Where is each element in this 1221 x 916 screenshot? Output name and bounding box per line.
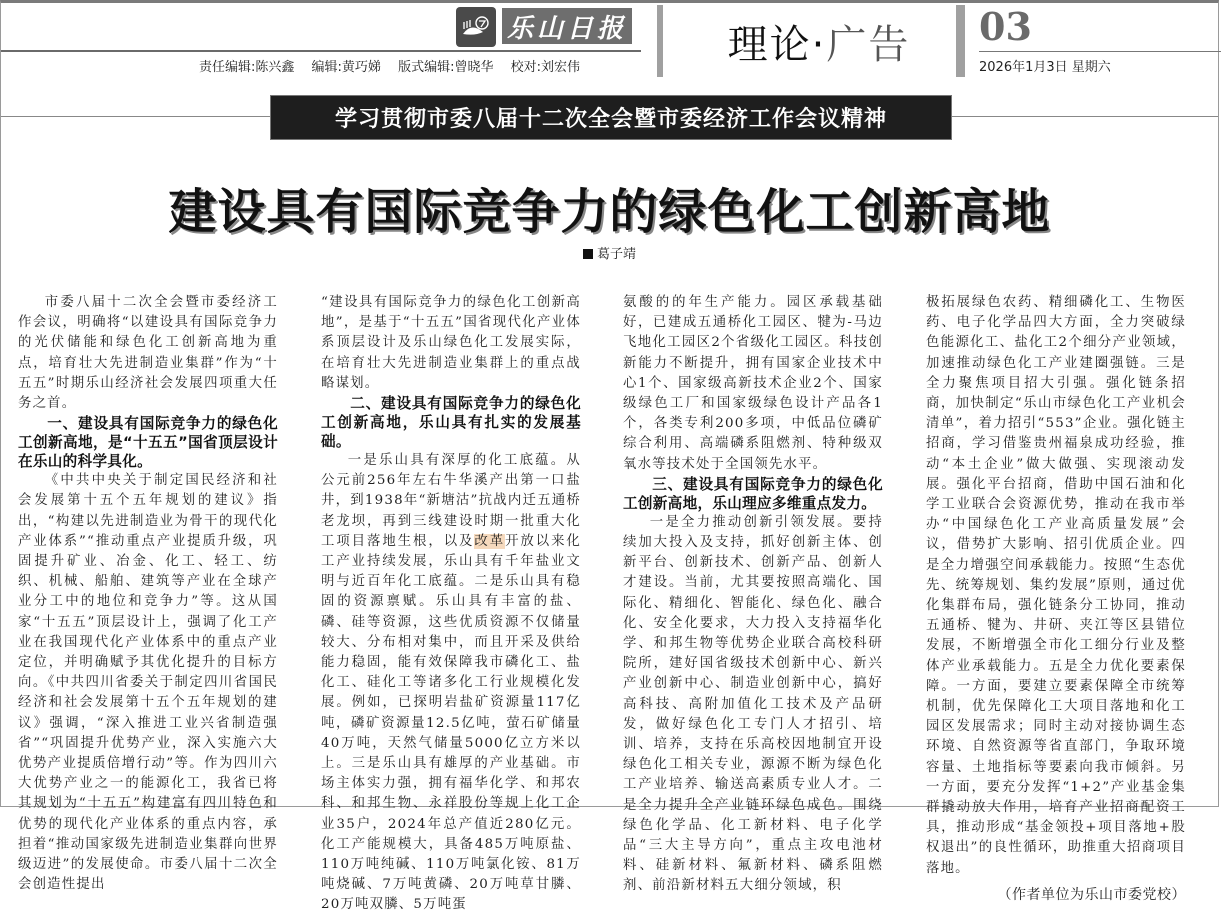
date-divider — [979, 51, 1221, 52]
article-column-4 — [926, 293, 1186, 905]
topic-banner: 学习贯彻市委八届十二次全会暨市委经济工作会议精神 — [270, 95, 952, 140]
paper-name: 乐山日报 — [502, 8, 632, 44]
paragraph: 氨酸的的年生产能力。园区承载基础好，已建成五通桥化工园区、犍为-马边飞地化工园区2个省级化工园区。科技创新能力不断提升，拥有国家企业技术中心1个、国家级高新技术企业2个、国家级绿色工厂和国家级绿色设计产品各1个，各类专利200多项，中低品位磷矿综合利用、高端磷系阻燃剂、特种级双氧水等技术处于全国领先水平。 — [623, 295, 883, 472]
paragraph — [321, 451, 581, 916]
paragraph: 一是全力推动创新引领发展。要持续加大投入及支持，抓好创新主体、创新平台、创新技术、创新产品、创新人才建设。当前，尤其要按照高端化、国际化、精细化、智能化、绿色化、融合化、安全化要求，大力投入支持福华化学、和邦生物等优势企业联合高校科研院所，建好国省级技术创新中心、新兴产业创新中心、制造业创新中心，搞好高科技、高附加值化工技术及产品研发，做好绿色化工专门人才招引、培训、培养，支持在乐高校因地制宜开设绿色化工相关专业，源源不断为绿色化工产业培养、输送高素质专业人才。二是全力提升全产业链环绿色成色。围绕绿色化学品、化工新材料、电子化学品“三大主导方向”，重点主攻电池材料、硅新材料、氟新材料、磷系阻燃剂、前沿新材料五大细分领域，积 — [623, 514, 883, 894]
paragraph: 极拓展绿色农药、精细磷化工、生物医药、电子化学品四大方面，全力突破绿色能源化工、盐化工2个细分产业领域，加速推动绿色化工产业建圈强链。三是全力聚焦项目招大引强。强化链条招商，加快制定“乐山市绿色化工产业机会清单”，着力招引“553”企业。强化链主招商，学习借鉴贵州福泉成功经验，推动“本土企业”做大做强、实现滚动发展。强化平台招商，借助中国石油和化学工业联合会资源优势，推动在我市举办“中国绿色化工产业高质量发展”会议，借势扩大影响、招引优质企业。四是全力增强空间承载能力。按照“生态优先、统筹规划、集约发展”原则，通过优化集群布局，强化链条分工协同，推动五通桥、犍为、井研、夹江等区县错位发展，不断增强全市化工细分行业及整体产业承载能力。五是全力优化要素保障。一方面，要建立要素保障全市统筹机制，优先保障化工大项目落地和化工园区发展需求；同时主动对接协调生态环境、自然资源等省直部门，争取环境容量、土地指标等要素向我市倾斜。另一方面，要充分发挥“1+2”产业基金集群撬动放大作用，培育产业招商配资工具，推动形成“基金领投+项目落地+股权退出”的良性循环，助推重大招商项目落地。 — [926, 295, 1186, 876]
text-run: 一是乐山具有深厚的化工底蕴。从公元前256年左右牛华溪产出第一口盐井，到1938年“新塘沽”抗战内迁五通桥老龙坝，再到三线建设时期一批重大化工项目落地生根，以及 — [321, 453, 581, 549]
article-column-3 — [623, 293, 883, 897]
byline — [1, 243, 1218, 262]
author-affiliation: （作者单位为乐山市委党校） — [997, 886, 1186, 903]
section-sub: 广告 — [826, 22, 911, 68]
author-name: 葛子靖 — [596, 247, 636, 262]
editor-credit: 责任编辑:陈兴鑫 — [199, 60, 295, 75]
paper-logo — [456, 7, 632, 47]
editor-credit: 校对:刘宏伟 — [510, 60, 580, 75]
highlighted-text[interactable]: 改革 — [474, 533, 506, 549]
text-run: 开放以来化工产业持续发展，乐山具有千年盐业文明与近百年化工底蕴。二是乐山具有稳固的资源禀赋。乐山具有丰富的盐、磷、硅等资源，这些优质资源不仅储量较大、分布相对集中，而且开采及供给能力稳固，能有效保障我市磷化工、盐化工、硅化工等诸多化工行业规模化发展。例如，已探明岩盐矿资源量117亿吨，磷矿资源量12.5亿吨，萤石矿储量40万吨，天然气储量5000亿立方米以上。三是乐山具有雄厚的产业基础。市场主体实力强，拥有福华化学、和邦农科、和邦生物、永祥股份等规上化工企业35户，2024年总产值近280亿元。化工产能规模大，具备485万吨原盐、110万吨纯碱、110万吨氯化铵、81万吨烧碱、7万吨黄磷、20万吨草甘膦、20万吨双膦、5万吨蛋 — [321, 533, 582, 913]
section-bar-right — [956, 5, 965, 77]
article-column-2 — [321, 293, 581, 916]
leshan-daily-emblem-icon — [456, 7, 496, 47]
masthead — [1, 3, 1218, 83]
section-heading: 三、建设具有国际竞争力的绿色化工创新高地，乐山理应多维重点发力。 — [623, 475, 883, 512]
section-title — [669, 13, 969, 70]
article-column-1 — [18, 293, 278, 895]
section-main: 理论· — [727, 22, 827, 68]
header-divider — [1, 50, 641, 52]
section-bar-left — [657, 5, 663, 77]
article-headline: 建设具有国际竞争力的绿色化工创新高地 — [168, 184, 1051, 240]
paragraph: “建设具有国际竞争力的绿色化工创新高地”，是基于“十五五”国省现代化产业体系顶层设计及乐山绿色化工发展实际，在培育壮大先进制造业集群上的重点战略谋划。 — [321, 295, 581, 391]
issue-date: 2026年1月3日 星期六 — [979, 60, 1111, 75]
paragraph: 市委八届十二次全会暨市委经济工作会议，明确将“以建设具有国际竞争力的光伏储能和绿色化工创新高地为重点，培育壮大先进制造业集群”作为“十五五”时期乐山经济社会发展四项重大任务之首。 — [18, 295, 278, 412]
editor-credit: 版式编辑:曾晓华 — [398, 60, 494, 75]
section-heading: 一、建设具有国际竞争力的绿色化工创新高地，是“十五五”国省顶层设计在乐山的科学具化。 — [18, 415, 278, 471]
section-heading: 二、建设具有国际竞争力的绿色化工创新高地，乐山具有扎实的发展基础。 — [321, 395, 581, 451]
editor-credit: 编辑:黄巧娣 — [311, 60, 381, 75]
byline-square-icon — [583, 249, 593, 259]
paragraph: 《中共中央关于制定国民经济和社会发展第十五个五年规划的建议》指出，“构建以先进制造业为骨干的现代化产业体系”“推动重点产业提质升级，巩固提升矿业、冶金、化工、轻工、纺织、机械、船舶、建筑等产业在全球产业分工中的地位和竞争力”等。这从国家“十五五”顶层设计上，强调了化工产业在我国现代化产业体系中的重点产业定位，并明确赋予其优化提升的目标方向。《中共四川省委关于制定四川省国民经济和社会发展第十五个五年规划的建议》强调，“深入推进工业兴省制造强省”“巩固提升优势产业，深入实施六大优势产业提质倍增行动”等。作为四川六大优势产业之一的能源化工，我省已将其规划为“十五五”构建富有四川特色和优势的现代化产业体系的重点内容，承担着“推动国家级先进制造业集群向世界级迈进”的发展使命。市委八届十二次全会创造性提出 — [18, 473, 278, 893]
page-number: 03 — [979, 4, 1032, 49]
editor-credits — [199, 56, 593, 75]
